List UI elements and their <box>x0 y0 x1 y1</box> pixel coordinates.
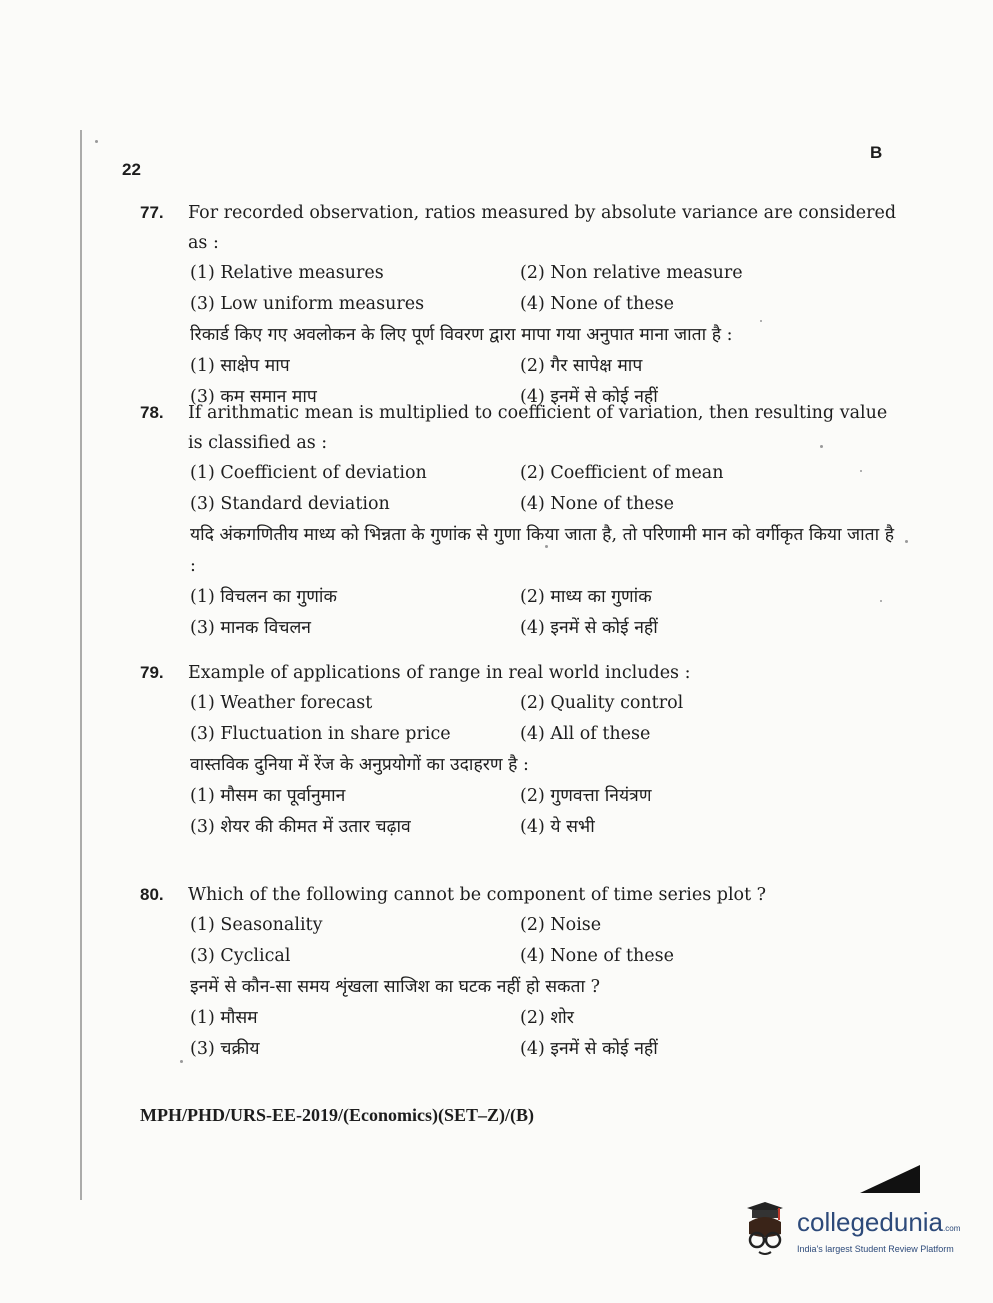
options-hi <box>190 1003 900 1065</box>
scan-speck <box>760 320 762 322</box>
option: (2) गैर सापेक्ष माप <box>520 356 643 376</box>
question-text-hi: यदि अंकगणितीय माध्य को भिन्नता के गुणांक से गुणा किया जाता है, तो परिणामी मान को वर्गीकृत किया जाता है : <box>190 525 895 576</box>
scan-speck <box>545 545 548 548</box>
option: (3) Cyclical <box>190 946 291 966</box>
option: (1) Seasonality <box>190 915 323 935</box>
option: (2) माध्य का गुणांक <box>520 587 652 607</box>
margin-line <box>80 130 82 1200</box>
option: (2) Quality control <box>520 693 684 713</box>
option: (2) Coefficient of mean <box>520 463 724 483</box>
options-en <box>190 458 900 520</box>
question-number: 77. <box>140 203 164 222</box>
option: (4) All of these <box>520 724 651 744</box>
option: (1) साक्षेप माप <box>190 356 290 376</box>
option: (4) इनमें से कोई नहीं <box>520 618 658 638</box>
option: (4) ये सभी <box>520 817 595 837</box>
exam-code-footer: MPH/PHD/URS-EE-2019/(Economics)(SET–Z)/(B) <box>140 1105 534 1125</box>
logo-name: collegedunia <box>797 1206 944 1237</box>
question-number: 79. <box>140 663 164 682</box>
option: (3) चक्रीय <box>190 1039 260 1059</box>
question-text-hi: इनमें से कौन-सा समय शृंखला साजिश का घटक नहीं हो सकता ? <box>190 977 600 997</box>
option: (2) Non relative measure <box>520 263 743 283</box>
scan-speck <box>860 470 862 472</box>
option: (2) Noise <box>520 915 602 935</box>
scan-speck <box>880 600 882 602</box>
question-text-en: Example of applications of range in real world includes : <box>188 663 691 683</box>
question-text-hi: रिकार्ड किए गए अवलोकन के लिए पूर्ण विवरण द्वारा मापा गया अनुपात माना जाता है : <box>190 325 733 345</box>
logo-tagline: India's largest Student Review Platform <box>797 1243 954 1254</box>
options-hi <box>190 582 900 644</box>
option: (3) Low uniform measures <box>190 294 425 314</box>
option: (1) विचलन का गुणांक <box>190 587 337 607</box>
question-number: 78. <box>140 403 164 422</box>
question-78 <box>140 398 900 644</box>
scan-speck <box>905 540 908 543</box>
set-code: B <box>870 143 883 162</box>
option: (3) Standard deviation <box>190 494 390 514</box>
question-text-en: If arithmatic mean is multiplied to coefficient of variation, then resulting value is classified as : <box>188 403 888 453</box>
scan-speck <box>95 140 98 143</box>
question-80 <box>140 880 900 1065</box>
graduate-mascot-icon <box>735 1200 793 1260</box>
option: (3) मानक विचलन <box>190 618 312 638</box>
options-en <box>190 910 900 972</box>
corner-mark <box>860 1165 920 1193</box>
option: (2) गुणवत्ता नियंत्रण <box>520 786 652 806</box>
option: (1) Weather forecast <box>190 693 373 713</box>
option: (3) कम समान माप <box>190 387 317 407</box>
page-number: 22 <box>122 160 141 179</box>
option: (1) मौसम <box>190 1008 258 1028</box>
option: (4) None of these <box>520 294 674 314</box>
options-hi <box>190 781 900 843</box>
question-number: 80. <box>140 885 164 904</box>
logo-suffix: .com <box>943 1223 961 1233</box>
collegedunia-logo <box>735 1200 960 1260</box>
option: (1) Relative measures <box>190 263 384 283</box>
option: (1) मौसम का पूर्वानुमान <box>190 786 346 806</box>
question-text-en: Which of the following cannot be component of time series plot ? <box>188 885 767 905</box>
question-text-en: For recorded observation, ratios measured by absolute variance are considered as : <box>188 203 897 253</box>
option: (4) इनमें से कोई नहीं <box>520 387 658 407</box>
option: (4) None of these <box>520 494 674 514</box>
option: (4) इनमें से कोई नहीं <box>520 1039 658 1059</box>
option: (4) None of these <box>520 946 674 966</box>
question-text-hi: वास्तविक दुनिया में रेंज के अनुप्रयोगों का उदाहरण है : <box>190 755 529 775</box>
option: (3) Fluctuation in share price <box>190 724 451 744</box>
option: (2) शोर <box>520 1008 574 1028</box>
question-79 <box>140 658 900 843</box>
scan-speck <box>180 1060 183 1063</box>
options-en <box>190 688 900 750</box>
question-77 <box>140 198 900 413</box>
option: (3) शेयर की कीमत में उतार चढ़ाव <box>190 817 411 837</box>
options-en <box>190 258 900 320</box>
scan-speck <box>820 445 823 448</box>
option: (1) Coefficient of deviation <box>190 463 427 483</box>
